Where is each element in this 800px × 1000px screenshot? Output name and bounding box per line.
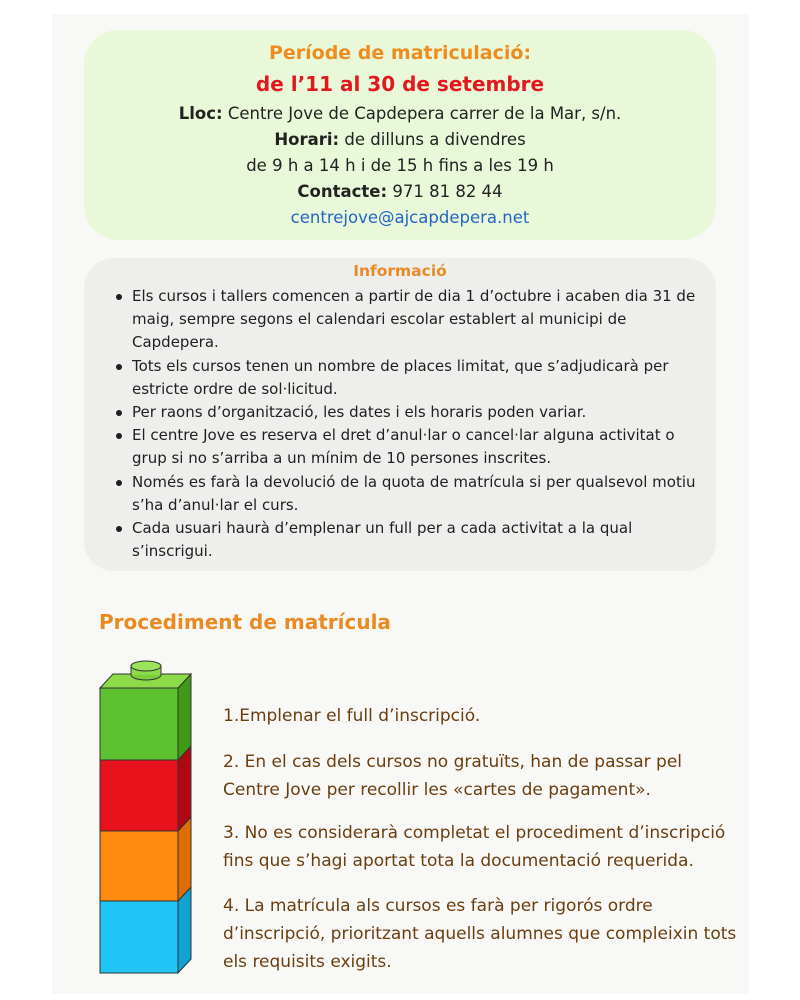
information-list	[114, 285, 706, 563]
location-value: Centre Jove de Capdepera carrer de la Mar, s/n.	[222, 104, 622, 123]
information-title: Informació	[353, 262, 447, 280]
schedule-line	[84, 130, 716, 149]
location-line	[84, 104, 716, 123]
schedule-value: de dilluns a divendres	[339, 130, 526, 149]
procedure-step: 4. La matrícula als cursos es farà per rigorós ordre d’inscripció, prioritzant aquells alumnes que compleixin tots els requisits exigits.	[223, 896, 737, 972]
stacked-blocks-illustration	[94, 655, 204, 980]
information-item: Per raons d’organització, les dates i els horaris poden variar.	[114, 401, 706, 424]
procedure-step: 1.Emplenar el full d’inscripció.	[223, 706, 481, 726]
enrollment-period-box	[84, 30, 716, 240]
information-item: Cada usuari haurà d’emplenar un full per a cada activitat a la qual s’inscrigui.	[114, 517, 706, 563]
period-title: Període de matriculació:	[268, 42, 532, 64]
information-item: Els cursos i tallers comencen a partir de dia 1 d’octubre i acaben dia 31 de maig, sempre segons el calendari escolar establert al municipi de Capdepera.	[114, 285, 706, 355]
block-green	[100, 661, 191, 760]
information-item: El centre Jove es reserva el dret d’anul·lar o cancel·lar alguna activitat o grup si no s’arriba a un mínim de 10 persones inscrites.	[114, 424, 706, 470]
contact-line	[84, 182, 716, 201]
information-box	[84, 258, 716, 571]
procedure-step: 3. No es considerarà completat el procediment d’inscripció fins que s’hagi aportat tota la documentació requerida.	[223, 823, 726, 871]
procedure-step: 2. En el cas dels cursos no gratuïts, han de passar pel Centre Jove per recollir les «cartes de pagament».	[223, 752, 683, 800]
period-dates: de l’11 al 30 de setembre	[255, 72, 545, 96]
contact-email-link[interactable]: centrejove@ajcapdepera.net	[290, 208, 530, 227]
procedure-heading: Procediment de matrícula	[99, 610, 391, 634]
hours-line: de 9 h a 14 h i de 15 h fins a les 19 h	[246, 156, 554, 175]
location-label: Lloc:	[178, 104, 223, 123]
contact-phone: 971 81 82 44	[387, 182, 503, 201]
schedule-label: Horari:	[274, 130, 340, 149]
contact-label: Contacte:	[297, 182, 388, 201]
information-item: Només es farà la devolució de la quota de matrícula si per qualsevol motiu s’ha d’anul·lar el curs.	[114, 471, 706, 517]
information-item: Tots els cursos tenen un nombre de places limitat, que s’adjudicarà per estricte ordre de sol·licitud.	[114, 355, 706, 401]
